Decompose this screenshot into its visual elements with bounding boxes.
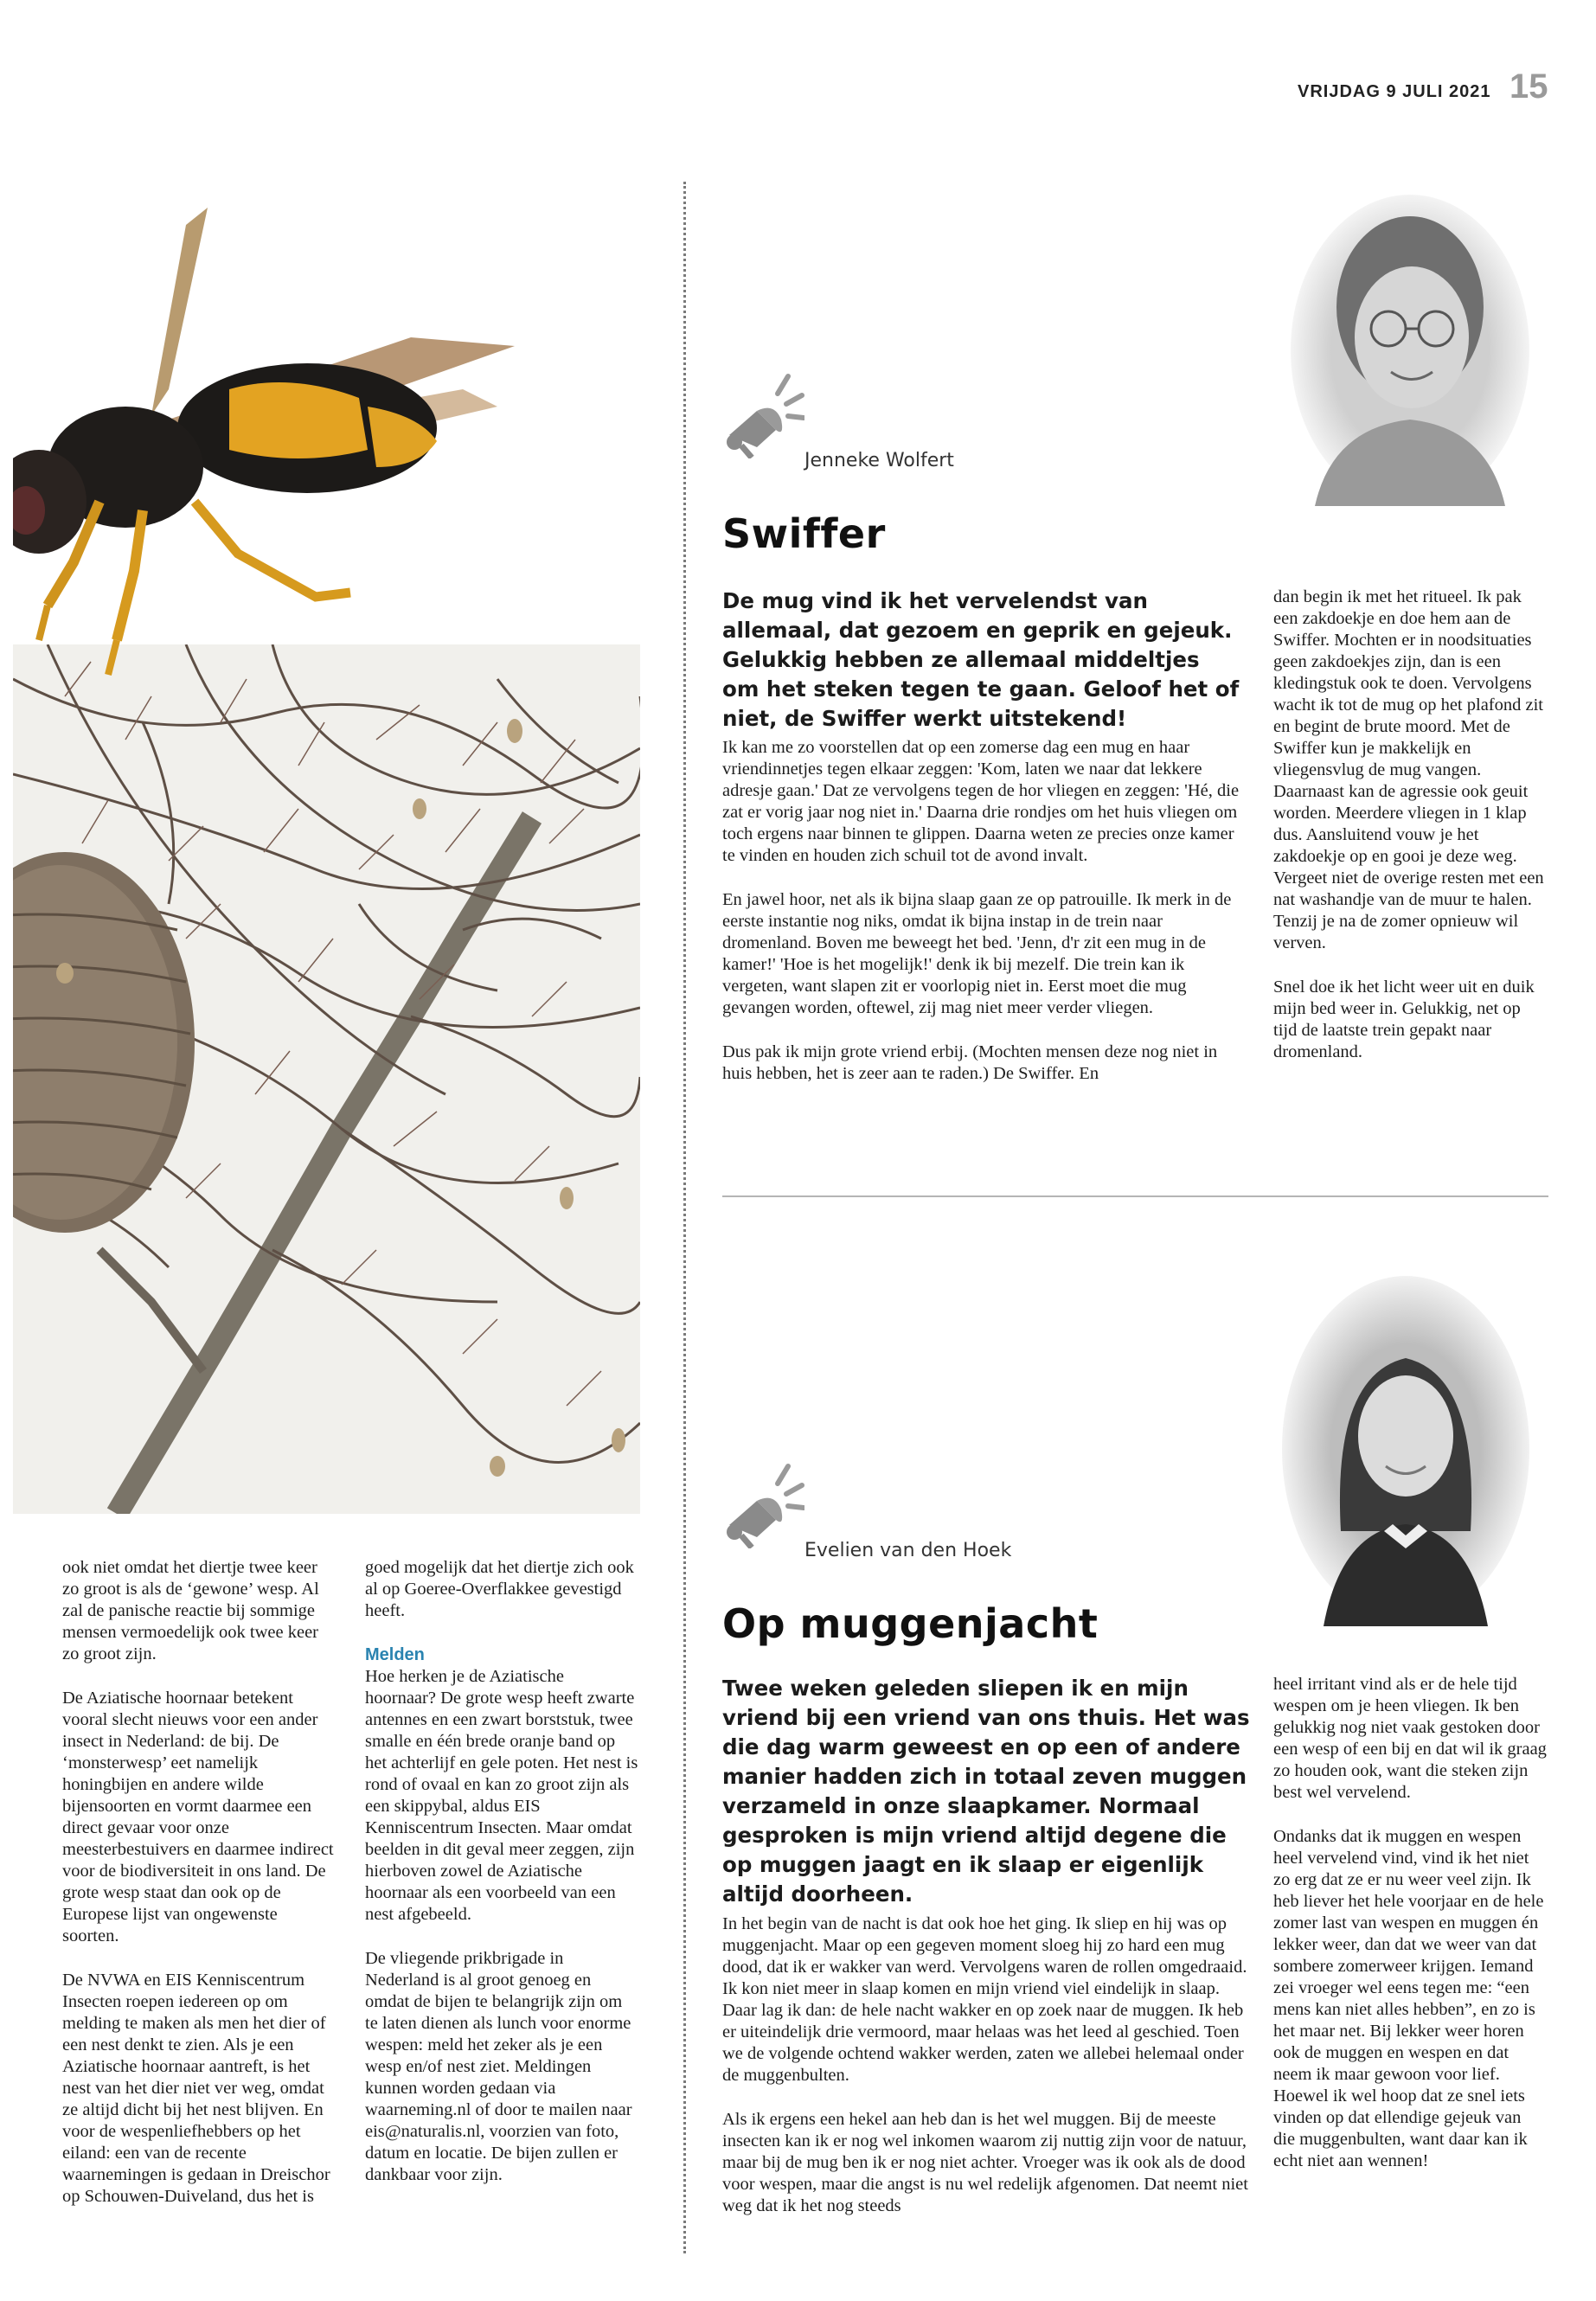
article-body-col-b	[1273, 1674, 1547, 2195]
article-title: Swiffer	[722, 510, 886, 557]
paragraph: Hoe herken je de Aziatische hoornaar? De grote wesp heeft zwarte antennes en een zwart borststuk, twee smalle en één brede oranje band op het achterlijf en gele poten. Het nest is rond of ovaal en kan zo groot zijn als een skippybal, aldus EIS Kenniscentrum Insecten. Maar omdat beelden in dit geval meer zeggen, zijn hierboven zowel de Aziatische hoornaar als een voorbeeld van een nest afgebeeld.	[365, 1667, 638, 1924]
article-body-col-a	[722, 1913, 1250, 2240]
paragraph: In het begin van de nacht is dat ook hoe het ging. Ik sliep en hij was op muggenjacht. Maar op een gegeven moment sloeg hij zo hard een mug dood, dat ik er wakker van werd. Vervolgens waren de rollen omgedraaid. Ik kon niet meer in slaap komen en mijn vriend viel eindelijk in slaap. Daar lag ik dan: de hele nacht wakker en op zoek naar de muggen. Ik heb er uiteindelijk drie vermoord, maar helaas was het leed al geschied. Toen we de volgende ochtend wakker werden, zaten we allebei helemaal onder de muggenbulten.	[722, 1914, 1247, 2085]
paragraph: ook niet omdat het diertje twee keer zo groot is als de ‘gewone’ wesp. Al zal de panische reactie bij sommige mensen vermoedelijk ook twee keer zo groot zijn.	[62, 1558, 319, 1663]
megaphone-icon	[722, 368, 804, 458]
page-number: 15	[1509, 67, 1548, 106]
article-body-col-b	[1273, 586, 1547, 1086]
article-title: Op muggenjacht	[722, 1600, 1099, 1647]
megaphone-icon	[722, 1458, 804, 1548]
header-date: VRIJDAG 9 JULI 2021	[1298, 82, 1491, 101]
paragraph: De vliegende prikbrigade in Nederland is al groot genoeg en omdat de bijen te belangrijk zijn om te laten dienen als lunch voor enorme wespen: meld het zeker als je een wesp en/of nest ziet. Meldingen kunnen worden gedaan via waarneming.nl of door te mailen naar eis@naturalis.nl, voorzien van foto, datum en locatie. De bijen zullen er dankbaar voor zijn.	[365, 1949, 632, 2184]
paragraph: En jawel hoor, net als ik bijna slaap gaan ze op patrouille. Ik merk in de eerste instantie nog niks, omdat ik bijna instap in de trein naar dromenland. Boven me beweegt het bed. 'Jenn, d'r zit een mug in de kamer!' 'Hoe is het mogelijk!' denk ik bij mezelf. Die trein kan ik vergeten, want slapen zit er voorlopig niet in. Eerst moet die mug gevangen worden, oftewel, zij mag niet meer verder vliegen.	[722, 890, 1232, 1017]
author-portrait	[1280, 1272, 1531, 1626]
paragraph: Dus pak ik mijn grote vriend erbij. (Mochten mensen deze nog niet in huis hebben, het is zeer aan te raden.) De Swiffer. En	[722, 1042, 1218, 1083]
author-name: Jenneke Wolfert	[804, 450, 954, 471]
paragraph: dan begin ik met het ritueel. Ik pak een zakdoekje en doe hem aan de Swiffer. Mochten er in noodsituaties geen zakdoekjes zijn, dan is een kledingstuk ook te doen. Vervolgens wacht ik tot de mug op het plafond zit en begint de brute moord. Met de Swiffer kun je makkelijk en vliegensvlug de mug vangen. Daarnaast kan de agressie ook geuit worden. Meerdere vliegen in 1 klap dus. Aansluitend vouw je het zakdoekje op en gooi je deze weg. Vergeet niet de overige resten met een nat washandje van de muur te halen. Tenzij je na de zomer opnieuw wil verven.	[1273, 587, 1544, 952]
article-divider	[722, 1195, 1548, 1197]
article-body-col-a	[722, 737, 1241, 1107]
paragraph: heel irritant vind als er de hele tijd wespen om je heen vliegen. Ik ben gelukkig nog niet vaak gestoken door een wesp of een bij en dat wil ik graag zo houden ook, want die steken zijn best wel vervelend.	[1273, 1675, 1547, 1802]
article-intro: De mug vind ik het vervelendst van allemaal, dat gezoem en geprik en gejeuk. Gelukkig hebben ze allemaal middeltjes om het steken tegen te gaan. Geloof het of niet, de Swiffer werkt uitstekend!	[722, 588, 1240, 731]
paragraph: goed mogelijk dat het diertje zich ook al op Goeree-Overflakkee gevestigd heeft.	[365, 1558, 634, 1620]
author-name: Evelien van den Hoek	[804, 1540, 1012, 1561]
left-article-col1	[62, 1557, 337, 2230]
paragraph: Ondanks dat ik muggen en wespen heel vervelend vind, vind ik het niet zo erg dat ze er nu weer veel zijn. Ik heb liever het hele voorjaar en de hele zomer last van wespen en muggen én lekker weer, dan dat we weer van dat sombere zomerweer krijgen. Iemand zei vroeger wel eens tegen me: “een mens kan niet alles hebben”, en zo is het maar net. Bij lekker weer horen ook de muggen en wespen en dat neem ik maar gewoon voor lief. Hoewel ik wel hoop dat ze snel iets vinden op dat ellendige gejeuk van die muggenbulten, want daar kan ik echt niet aan wennen!	[1273, 1827, 1544, 2170]
column-divider	[683, 182, 686, 2253]
author-portrait	[1289, 186, 1531, 506]
article-intro: Twee weken geleden sliepen ik en mijn vriend bij een vriend van ons thuis. Het was die dag warm geweest en op een of andere manier hadden zich in totaal zeven muggen verzameld in onze slaapkamer. Normaal gesproken is mijn vriend altijd degene die op muggen jaagt en ik slaap er eigenlijk altijd doorheen.	[722, 1676, 1250, 1907]
paragraph: Ik kan me zo voorstellen dat op een zomerse dag een mug en haar vriendinnetjes tegen elkaar zeggen: 'Kom, laten we naar dat lekkere adresje gaan.' Dat ze vervolgens tegen de hor vliegen en zeggen: 'Hé, die zat er vorig jaar nog niet in.' Daarna drie rondjes om het huis vliegen om toch ergens naar binnen te glippen. Daarna weten ze precies onze kamer te vinden en houden zich schuil tot de avond invalt.	[722, 738, 1240, 865]
left-article-col2	[365, 1557, 638, 2208]
paragraph: Snel doe ik het licht weer uit en duik mijn bed weer in. Gelukkig, net op tijd de laatste trein gepakt naar dromenland.	[1273, 977, 1535, 1061]
paragraph: De NVWA en EIS Kenniscentrum Insecten roepen iedereen op om melding te maken als men het dier of een nest denkt te zien. Als je een Aziatische hoornaar aantreft, is het nest van het dier niet ver weg, omdat ze altijd dicht bij het nest blijven. En voor de wespenliefhebbers op het eiland: een van de recente waarnemingen is gedaan in Dreischor op Schouwen-Duiveland, dus het is	[62, 1971, 330, 2206]
nest-photo	[13, 644, 640, 1514]
hornet-illustration	[13, 190, 619, 744]
subhead-melden: Melden	[365, 1645, 425, 1664]
paragraph: Als ik ergens een hekel aan heb dan is het wel muggen. Bij de meeste insecten kan ik er nog wel inkomen waarom zij nuttig zijn voor de natuur, maar bij de mug ben ik er nog niet achter. Vroeger was ik ook als de dood voor wespen, maar die angst is nu wel redelijk afgenomen. Dat neemt niet weg dat ik het nog steeds	[722, 2110, 1248, 2215]
paragraph: De Aziatische hoornaar betekent vooral slecht nieuws voor een ander insect in Nederland: de bij. De ‘monsterwesp’ eet namelijk honingbijen en andere wilde bijensoorten en vormt daarmee een direct gevaar voor onze meesterbestuivers en daarmee indirect voor de biodiversiteit in ons land. De grote wesp staat dan ook op de Europese lijst van ongewenste soorten.	[62, 1689, 334, 1945]
